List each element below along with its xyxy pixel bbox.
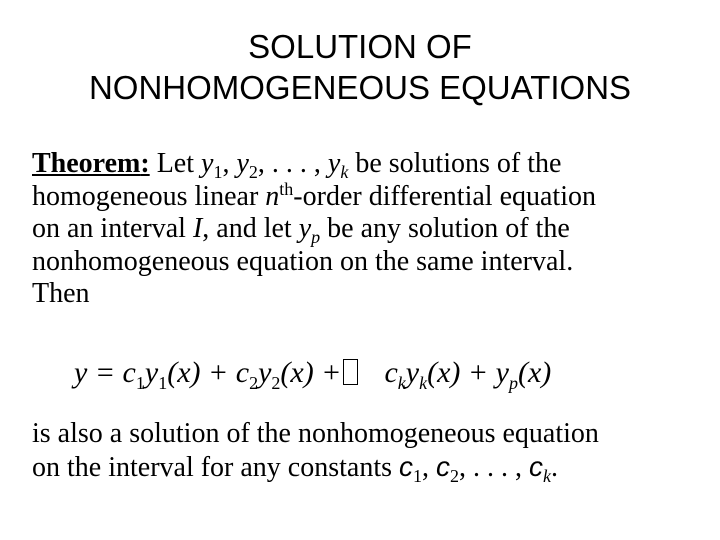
missing-glyph-box (343, 359, 358, 385)
solution-equation: $y = c_1y_1(x) + c_2y_2(x) + c_ky_k(x) + y_p(x)$ (74, 356, 552, 393)
slide-title (0, 26, 720, 108)
conclusion-text (32, 418, 692, 484)
theorem-line-4: nonhomogeneous equation on the same interval. (32, 245, 574, 277)
theorem-line-5: Then (32, 278, 90, 309)
title-line-2: NONHOMOGENEOUS EQUATIONS (88, 69, 632, 106)
theorem-label: Theorem (32, 148, 141, 179)
theorem-line-3: on an interval I, and let $y_p$ be any solution of the (32, 213, 570, 247)
theorem-line-2: homogeneous linear $n^{th}$-order differential equation (32, 178, 596, 212)
title-line-1: SOLUTION OF (248, 28, 472, 65)
conclusion-line-1: is also a solution of the nonhomogeneous equation (32, 418, 599, 449)
theorem-text (32, 148, 692, 311)
conclusion-line-2: on the interval for any constants $c_1$, $c_2$, . . . , $c_k$. (32, 450, 559, 486)
theorem-line-1: Theorem: Let $y_1$, $y_2$, . . . , $y_k$ be solutions of the (32, 148, 562, 182)
